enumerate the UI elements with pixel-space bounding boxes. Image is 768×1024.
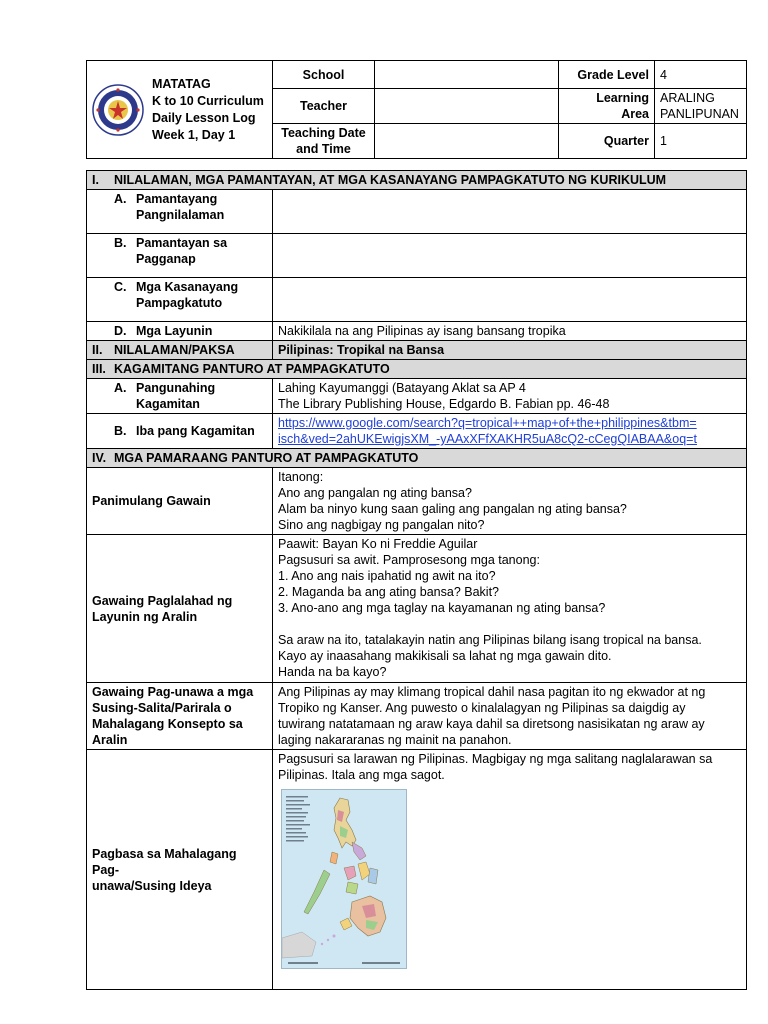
title-line: K to 10 Curriculum [152,93,264,108]
section-3-header: III. KAGAMITANG PANTURO AT PAMPAGKATUTO [87,360,747,379]
procedure-label: Panimulang Gawain [87,468,273,535]
section-1-header: I. NILALAMAN, MGA PAMANTAYAN, AT MGA KASANAYANG PAMPAGKATUTO NG KURIKULUM [87,171,747,190]
row-value[interactable]: Lahing Kayumanggi (Batayang Aklat sa AP 4 The Library Publishing House, Edgardo B. Fabian pp. 46-48 [273,379,747,414]
row-pamantayang-pangnilalaman [87,190,747,234]
lesson-log-title [152,76,264,144]
procedure-content[interactable]: Itanong: Ano ang pangalan ng ating bansa? Alam ba ninyo kung saan galing ang pangalan ng ating bansa? Sino ang nagbigay ng pangalan nito? [273,468,747,535]
section-4-header: IV. MGA PAMARAANG PANTURO AT PAMPAGKATUTO [87,449,747,468]
row-mga-layunin [87,322,747,341]
link-line[interactable]: https://www.google.com/search?q=tropical++map+of+the+philippines&tbm= [278,416,697,430]
teaching-date-value[interactable] [375,124,559,159]
procedure-content[interactable]: Paawit: Bayan Ko ni Freddie Aguilar Pagsusuri sa awit. Pamprosesong mga tanong: 1. Ano ang nais ipahatid ng awit na ito? 2. Maganda ba ang ating bansa? Bakit? 3. Ano-ano ang mga taglay na kayamanan ng ating bansa? Sa araw na ito, tatalakayin natin ang Pilipinas bilang isang tropical na bansa. Kayo ay inaasahang makikisali sa lahat ng mga gawain dito. Handa na ba kayo? [273,535,747,683]
section-2-header: II. NILALAMAN/PAKSA Pilipinas: Tropikal na Bansa [87,341,747,360]
procedure-label: Gawaing Paglalahad ng Layunin ng Aralin [87,535,273,683]
header-logo-cell [87,61,273,159]
procedure-content[interactable]: Pagsusuri sa larawan ng Pilipinas. Magbigay ng mga salitang naglalarawan sa Pilipinas. Itala ang mga sagot. [273,750,747,990]
row-label: B. Iba pang Kagamitan [87,414,273,449]
row-pamantayan-sa-pagganap [87,234,747,278]
learning-area-label: Learning Area [559,89,655,124]
grade-level-label: Grade Level [559,61,655,89]
topic-value: Pilipinas: Tropikal na Bansa [273,341,747,360]
row-iba-pang-kagamitan [87,414,747,449]
school-value[interactable] [375,61,559,89]
row-mga-kasanayang-pampagkatuto [87,278,747,322]
resource-link[interactable] [273,414,747,449]
lesson-content-table [86,170,747,990]
grade-level-value[interactable]: 4 [655,61,747,89]
title-line: MATATAG [152,76,211,91]
row-label: C. Mga Kasanayang Pampagkatuto [87,278,273,322]
learning-area-value[interactable]: ARALING PANLIPUNAN [655,89,747,124]
deped-seal-icon [92,84,144,136]
title-line: Daily Lesson Log [152,110,256,125]
quarter-label: Quarter [559,124,655,159]
teaching-date-label: Teaching Date and Time [273,124,375,159]
header-table [86,60,747,159]
row-value[interactable] [273,234,747,278]
row-label: A. Pamantayang Pangnilalaman [87,190,273,234]
row-label: A. Pangunahing Kagamitan [87,379,273,414]
link-line[interactable]: isch&ved=2ahUKEwigjsXM_-yAAxXFfXAKHR5uA8cQ2-cCegQIABAA&oq=t [278,432,697,446]
quarter-value[interactable]: 1 [655,124,747,159]
teacher-label: Teacher [273,89,375,124]
row-pangunahing-kagamitan [87,379,747,414]
procedure-content[interactable]: Ang Pilipinas ay may klimang tropical dahil nasa pagitan ito ng ekwador at ng Tropiko ng Kanser. Ang puwesto o kinalalagyan ng Pilipinas sa daigdig ay tuwirang natatamaan ng araw kaya dahil sa diretsong nasisikatan ng araw ay laging nakararanas ng mainit na panahon. [273,683,747,750]
philippines-map-icon [281,789,407,969]
row-label: B. Pamantayan sa Pagganap [87,234,273,278]
title-line: Week 1, Day 1 [152,127,236,142]
row-value[interactable] [273,278,747,322]
teacher-value[interactable] [375,89,559,124]
row-value[interactable] [273,190,747,234]
row-value[interactable]: Nakikilala na ang Pilipinas ay isang bansang tropika [273,322,747,341]
row-gawaing-pag-unawa [87,683,747,750]
row-gawaing-paglalahad [87,535,747,683]
row-label: D. Mga Layunin [87,322,273,341]
row-panimulang-gawain [87,468,747,535]
procedure-label: Gawaing Pag-unawa a mga Susing-Salita/Parirala o Mahalagang Konsepto sa Aralin [87,683,273,750]
school-label: School [273,61,375,89]
procedure-label: Pagbasa sa Mahalagang Pag- unawa/Susing Ideya [87,750,273,990]
row-pagbasa-sa-mahalagang [87,750,747,990]
